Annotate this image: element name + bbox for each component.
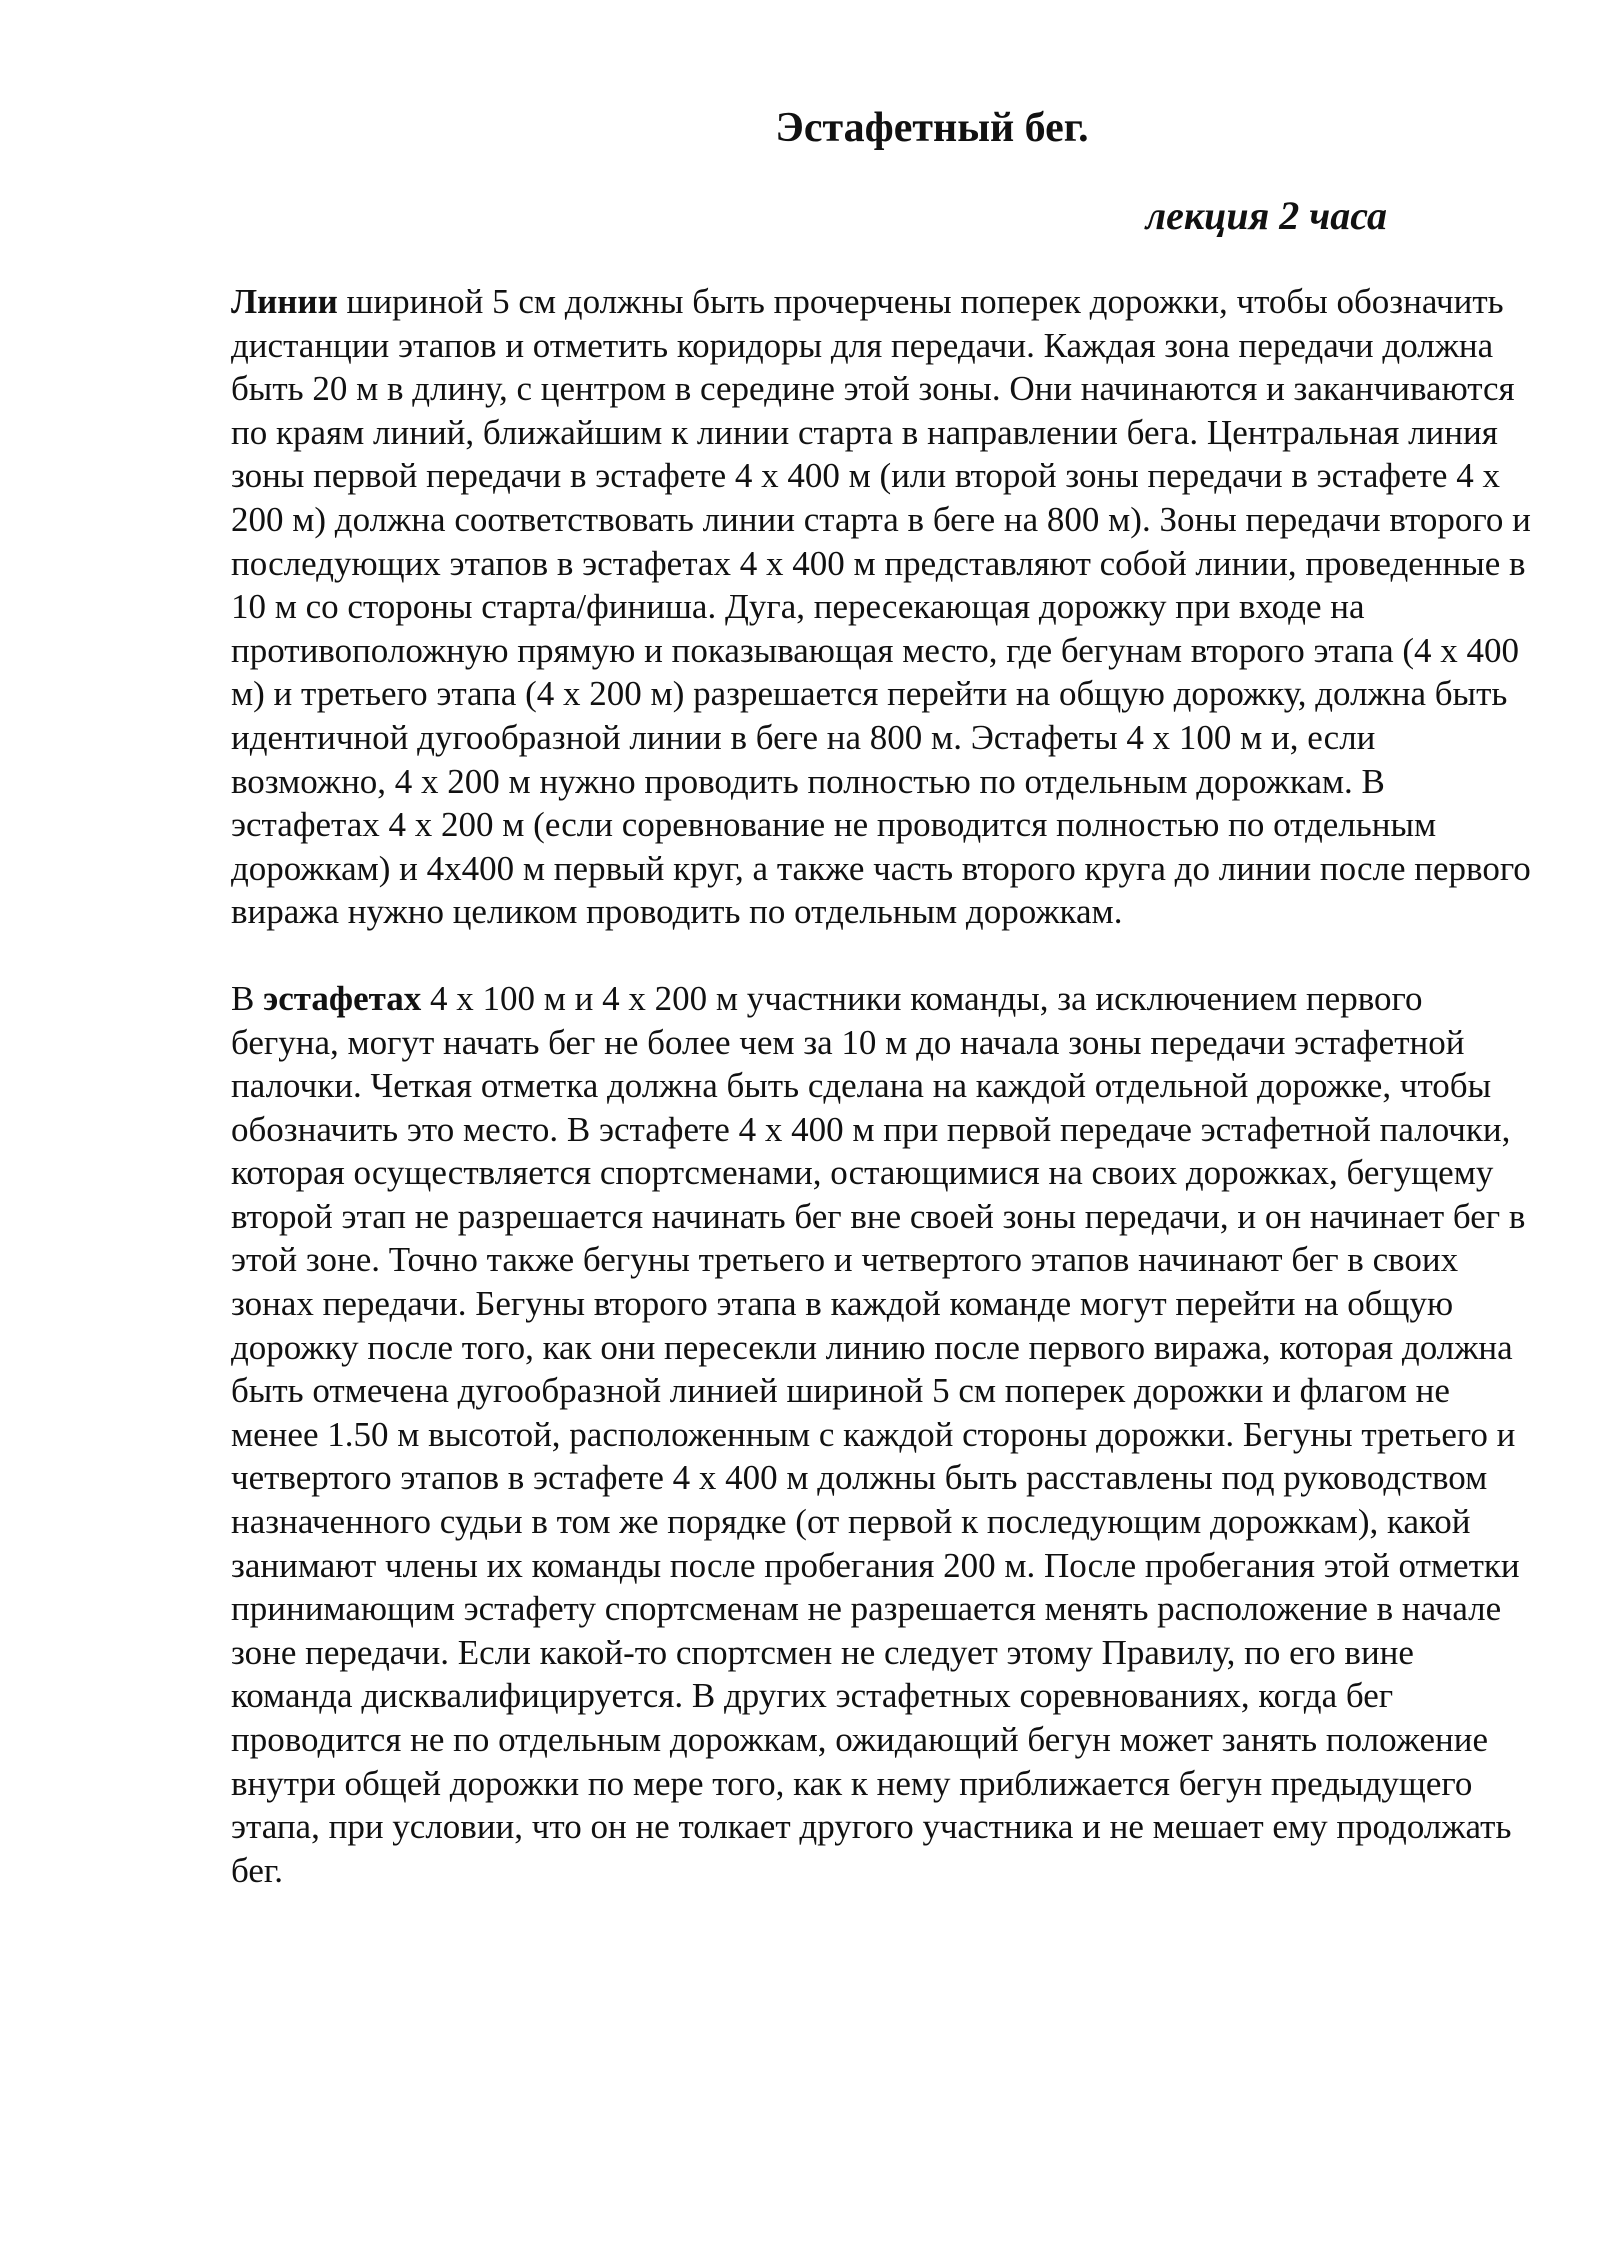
paragraph-relays [231, 977, 1531, 1892]
paragraph-lead-term: эстафетах [263, 978, 422, 1018]
document-title: Эстафетный бег. [775, 105, 1089, 151]
document-body [231, 280, 1531, 1892]
paragraph-prefix: В [231, 978, 264, 1018]
document-subtitle: лекция 2 часа [1145, 193, 1387, 238]
paragraph-lines [231, 280, 1531, 934]
paragraph-text: шириной 5 см должны быть прочерчены поперек дорожки, чтобы обозначить дистанции этапов и отметить коридоры для передачи. Каждая зона передачи должна быть 20 м в длину, с центром в середине этой зоны. Они начинаются и заканчиваются по краям линий, ближайшим к линии старта в направлении бега. Центральная линия зоны первой передачи в эстафете 4 х 400 м (или второй зоны передачи в эстафете 4 х 200 м) должна соответствовать линии старта в беге на 800 м). Зоны передачи второго и последующих этапов в эстафетах 4 х 400 м представляют собой линии, проведенные в 10 м со стороны старта/финиша. Дуга, пересекающая дорожку при входе на противоположную прямую и показывающая место, где бегунам второго этапа (4 х 400 м) и третьего этапа (4 х 200 м) разрешается перейти на общую дорожку, должна быть идентичной дугообразной линии в беге на 800 м. Эстафеты 4 х 100 м и, если возможно, 4 х 200 м нужно проводить полностью по отдельным дорожкам. В эстафетах 4 х 200 м (если соревнование не проводится полностью по отдельным дорожкам) и 4х400 м первый круг, а также часть второго круга до линии после первого виража нужно целиком проводить по отдельным дорожкам. [231, 282, 1531, 932]
paragraph-text: 4 х 100 м и 4 х 200 м участники команды, за исключением первого бегуна, могут начать бег не более чем за 10 м до начала зоны передачи эстафетной палочки. Четкая отметка должна быть сделана на каждой отдельной дорожке, чтобы обозначить это место. В эстафете 4 х 400 м при первой передаче эстафетной палочки, которая осуществляется спортсменами, остающимися на своих дорожках, бегущему второй этап не разрешается начинать бег вне своей зоны передачи, и он начинает бег в этой зоне. Точно также бегуны третьего и четвертого этапов начинают бег в своих зонах передачи. Бегуны второго этапа в каждой команде могут перейти на общую дорожку после того, как они пересекли линию после первого виража, которая должна быть отмечена дугообразной линией шириной 5 см поперек дорожки и флагом не менее 1.50 м высотой, расположенным с каждой стороны дорожки. Бегуны третьего и четвертого этапов в эстафете 4 х 400 м должны быть расставлены под руководством назначенного судьи в том же порядке (от первой к последующим дорожкам), какой занимают члены их команды после пробегания 200 м. После пробегания этой отметки принимающим эстафету спортсменам не разрешается менять расположение в начале зоне передачи. Если какой-то спортсмен не следует этому Правилу, по его вине команда дисквалифицируется. В других эстафетных соревнованиях, когда бег проводится не по отдельным дорожкам, ожидающий бегун может занять положение внутри общей дорожки по мере того, как к нему приближается бегун предыдущего этапа, при условии, что он не толкает другого участника и не мешает ему продолжать бег. [231, 978, 1526, 1890]
paragraph-lead-term: Линии [231, 282, 338, 321]
